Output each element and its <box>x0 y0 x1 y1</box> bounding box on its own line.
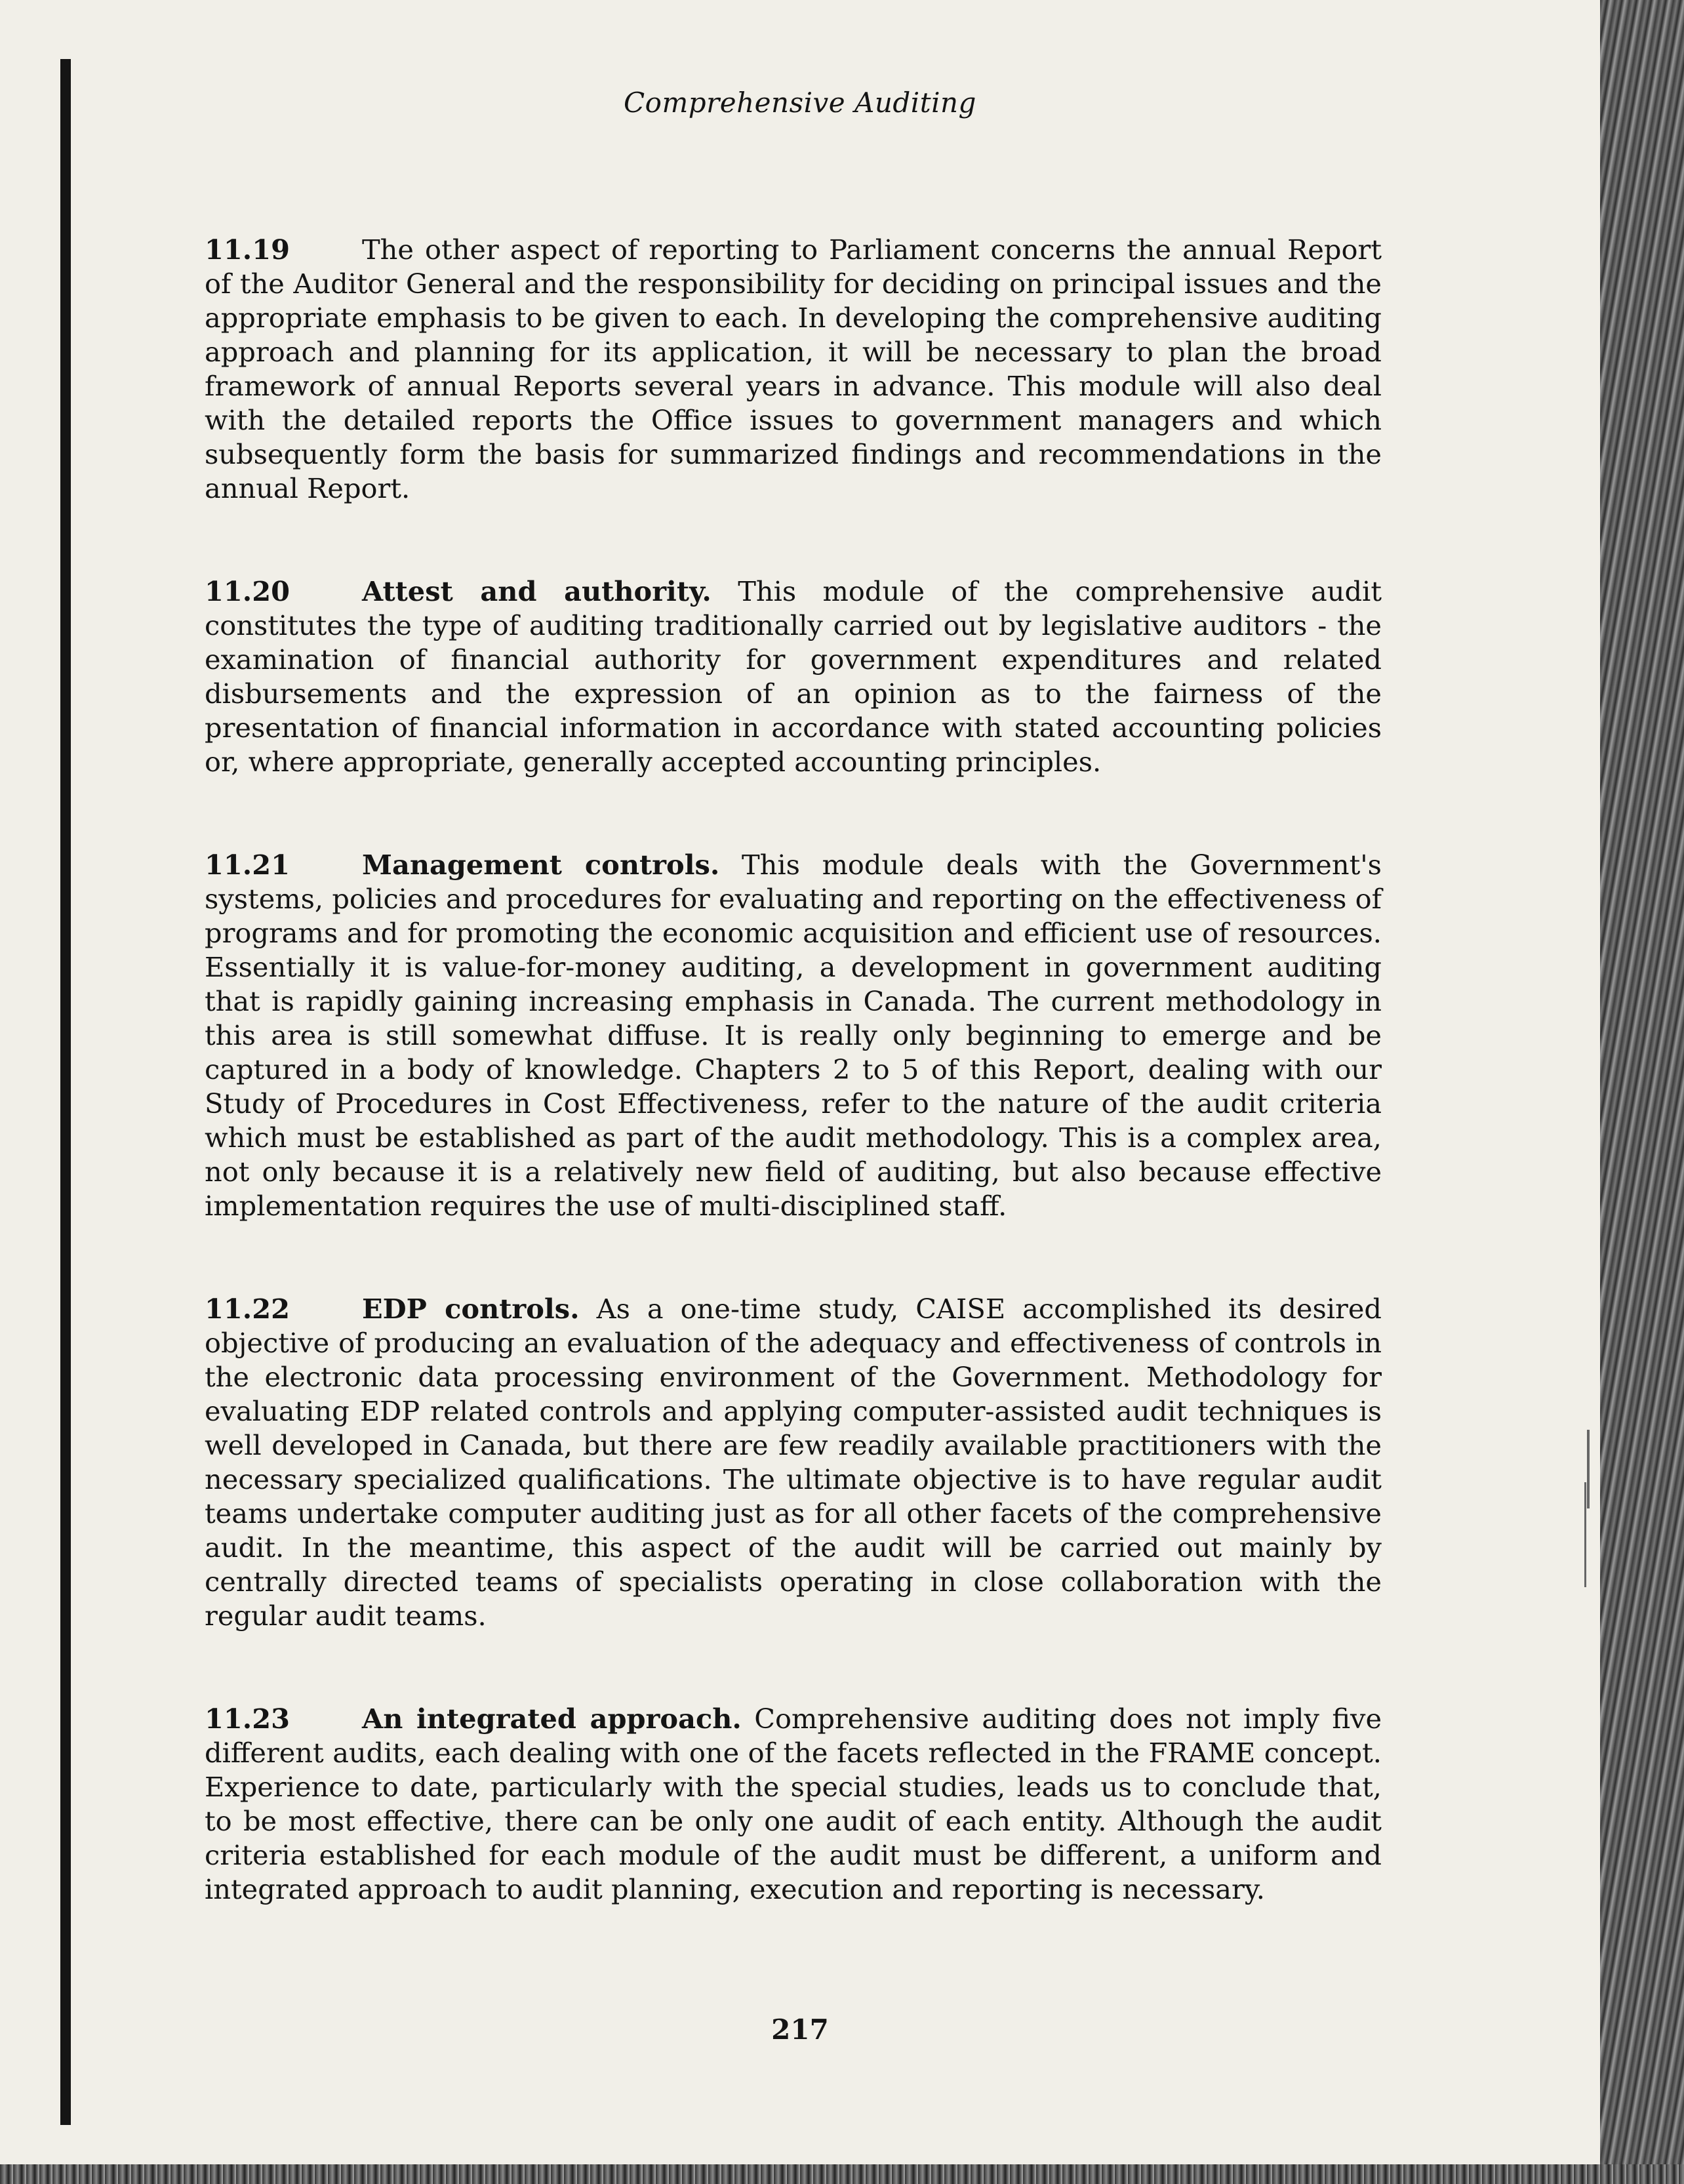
running-head: Comprehensive Auditing <box>624 87 976 119</box>
scan-edge-right <box>1600 0 1684 2184</box>
paragraph-number: 11.21 <box>205 849 290 881</box>
page-number: 217 <box>771 2013 829 2046</box>
scan-edge-bottom <box>0 2164 1684 2184</box>
paragraph-heading: Attest and authority. <box>362 575 712 607</box>
paragraph-text: Comprehensive auditing does not imply five different audits, each dealing with one of the facets reflected in the FRAME concept. Experience to date, particularly with the special studies, leads us to conclude that, to be most effective, there can be only one audit of each entity. Although the audit criteria established for each module of the audit must be different, a uniform and integrated approach to audit planning, execution and reporting is necessary. <box>205 1703 1382 1905</box>
margin-mark <box>1587 1430 1590 1508</box>
paragraph-heading: An integrated approach. <box>362 1703 742 1735</box>
paragraph-11-20 <box>205 575 1382 779</box>
paragraph-text: This module of the comprehensive audit constitutes the type of auditing traditionally carried out by legislative auditors - the examination of financial authority for government expenditures and related disbursements and the expression of an opinion as to the fairness of the presentation of financial information in accordance with stated accounting policies or, where appropriate, generally accepted accounting principles. <box>205 575 1382 778</box>
paragraph-heading: EDP controls. <box>362 1293 580 1325</box>
margin-mark <box>1584 1482 1586 1587</box>
paragraph-text: This module deals with the Government's systems, policies and procedures for evaluating and reporting on the effectiveness of programs and for promoting the economic acquisition and efficient use of resources. Essentially it is value-for-money auditing, a development in government auditing that is rapidly gaining increasing emphasis in Canada. The current methodology in this area is still somewhat diffuse. It is really only beginning to emerge and be captured in a body of knowledge. Chapters 2 to 5 of this Report, dealing with our Study of Procedures in Cost Effectiveness, refer to the nature of the audit criteria which must be established as part of the audit methodology. This is a complex area, not only because it is a relatively new field of auditing, but also because effective implementation requires the use of multi-disciplined staff. <box>205 849 1382 1222</box>
paragraph-text: The other aspect of reporting to Parliament concerns the annual Report of the Auditor General and the responsibility for deciding on principal issues and the appropriate emphasis to be given to each. In developing the comprehensive auditing approach and planning for its application, it will be necessary to plan the broad framework of annual Reports several years in advance. This module will also deal with the detailed reports the Office issues to government managers and which subsequently form the basis for summarized findings and recommendations in the annual Report. <box>205 233 1382 504</box>
paragraph-number: 11.20 <box>205 575 290 607</box>
binding-shadow <box>60 59 71 2125</box>
paragraph-heading: Management controls. <box>362 849 720 881</box>
paragraph-11-23 <box>205 1702 1382 1907</box>
paragraph-11-21 <box>205 848 1382 1223</box>
paragraph-number: 11.19 <box>205 233 290 266</box>
paragraph-text: As a one-time study, CAISE accomplished its desired objective of producing an evaluation of the adequacy and effectiveness of controls in the electronic data processing environment of the Government. Methodology for evaluating EDP related controls and applying computer-assisted audit techniques is well developed in Canada, but there are few readily available practitioners with the necessary specialized qualifications. The ultimate objective is to have regular audit teams undertake computer auditing just as for all other facets of the comprehensive audit. In the meantime, this aspect of the audit will be carried out mainly by centrally directed teams of specialists operating in close collaboration with the regular audit teams. <box>205 1293 1382 1632</box>
paragraph-number: 11.23 <box>205 1703 290 1735</box>
body-text <box>205 233 1382 1975</box>
paragraph-11-22 <box>205 1292 1382 1633</box>
paragraph-number: 11.22 <box>205 1293 290 1325</box>
paragraph-11-19 <box>205 233 1382 506</box>
